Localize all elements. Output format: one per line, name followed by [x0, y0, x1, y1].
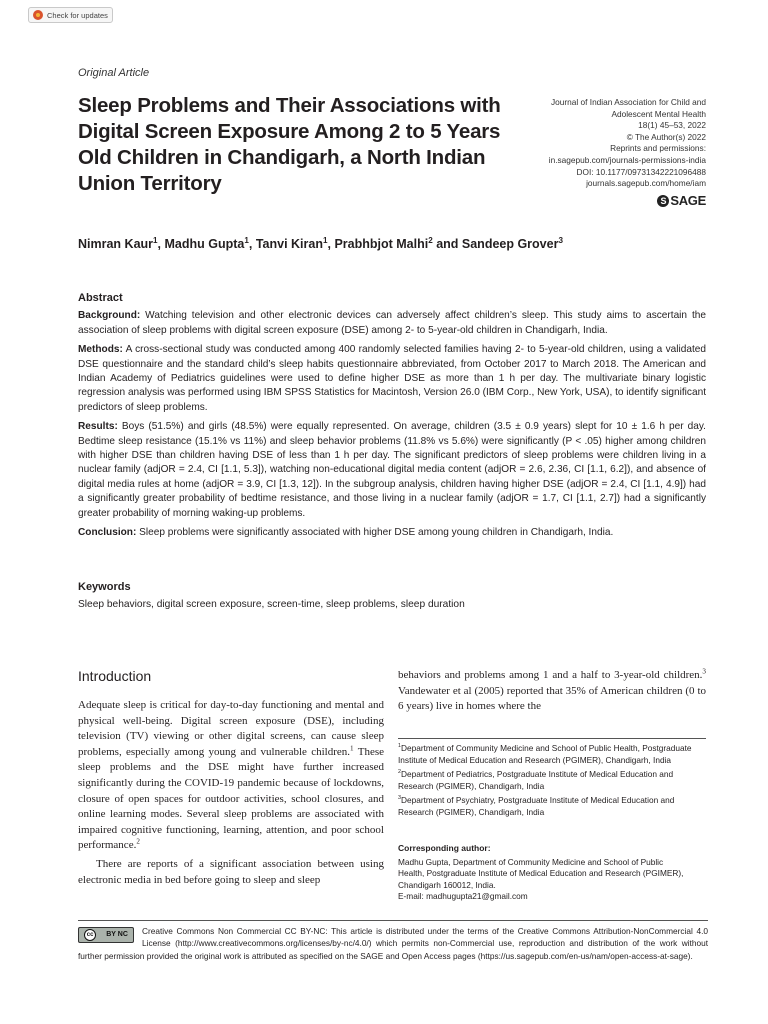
- conclusion-label: Conclusion:: [78, 527, 137, 539]
- author-sup: 2: [428, 235, 433, 245]
- intro-text: behaviors and problems among 1 and a half to 3-year-old children.: [398, 669, 703, 681]
- results-label: Results:: [78, 421, 118, 433]
- check-for-updates-label: Check for updates: [47, 10, 108, 20]
- check-for-updates-button[interactable]: [28, 7, 113, 23]
- affiliation-text: Department of Psychiatry, Postgraduate Institute of Medical Education and Research (PGIMER), Chandigarh, India: [398, 795, 675, 817]
- abstract-results: [78, 420, 706, 521]
- conclusion-text: Sleep problems were significantly associated with higher DSE among young children in Chandigarh, India.: [139, 527, 614, 539]
- footnote-divider: [398, 738, 706, 739]
- introduction-heading: Introduction: [78, 668, 152, 684]
- cc-icon: cc: [84, 929, 96, 941]
- journal-line: in.sagepub.com/journals-permissions-india: [548, 154, 706, 165]
- affiliation-item: [398, 743, 706, 766]
- citation-ref: 1: [350, 744, 354, 753]
- journal-line: Adolescent Mental Health: [611, 108, 706, 119]
- affiliation-text: Department of Pediatrics, Postgraduate Institute of Medical Education and Research (PGIMER), Chandigarh, India: [398, 769, 674, 791]
- article-title: Sleep Problems and Their Associations with Digital Screen Exposure Among 2 to 5 Years Old Children in Chandigarh, a North Indian Union Territory: [78, 94, 501, 195]
- journal-line: Journal of Indian Association for Child and: [551, 97, 706, 107]
- author-sup: 3: [558, 235, 563, 245]
- citation-ref: 3: [702, 667, 706, 676]
- corresponding-heading: Corresponding author:: [398, 843, 491, 853]
- cc-license-badge[interactable]: [78, 927, 134, 943]
- keywords-section: [78, 581, 706, 610]
- author-list: Nimran Kaur$^1$, Madhu Gupta$^1$, Tanvi Kiran$^1$, Prabhbjot Malhi$^2$ and Sandeep Grover$^3$: [78, 235, 563, 251]
- abstract-conclusion: [78, 526, 706, 540]
- corresponding-author: [398, 843, 706, 903]
- cc-badge-text: BY NC: [106, 930, 128, 938]
- abstract-background: [78, 309, 706, 338]
- affiliation-sup: 2: [398, 769, 401, 776]
- journal-line: DOI: 10.1177/09731342221096488: [576, 166, 706, 177]
- abstract-heading: Abstract: [78, 292, 123, 304]
- journal-line: journals.sagepub.com/home/iam: [586, 178, 706, 189]
- methods-label: Methods:: [78, 344, 123, 356]
- keywords-heading: Keywords: [78, 581, 131, 593]
- background-label: Background:: [78, 310, 141, 322]
- publisher-name: SAGE: [670, 193, 706, 208]
- affiliation-sup: 1: [398, 743, 401, 750]
- introduction-left-column: [78, 668, 384, 888]
- author-sup: 1: [322, 235, 328, 245]
- author-name: Tanvi Kiran: [255, 237, 323, 251]
- results-text: Boys (51.5%) and girls (48.5%) were equally represented. On average, children (3.5 ± 0.9 years) slept for 10 ± 1.6 h per day. Bedtime sleep resistance (15.1% vs 11%) and sleep behavior problems (11.8% vs 5.6%) were significantly (P < .05) higher among children with higher DSE than children having DSE of less than 1 h per day. The significant predictors of sleep problems were children living in a nuclear family (adjOR = 2.4, CI [1.1, 5.3]), watching non-educational digital media content (adjOR = 2.6, 2.36, CI [1.1, 6.2]), and absence of digital media rules at home (adjOR = 3.9, CI [1.3, 12]). In the subgroup analysis, children having higher DSE (adjOR = 2.4, CI [1.1, 4.9]) had a significantly greater probability of bedtime resistance, and those living in a nuclear family (adjOR = 1.7, CI [1.1, 2.7]) had a significantly greater probability of morning waking-up problems.: [78, 421, 706, 519]
- affiliation-item: [398, 795, 706, 818]
- abstract-methods: [78, 343, 706, 415]
- abstract-section: [78, 291, 706, 546]
- intro-text: These sleep problems and the DSE might have further increased significantly during the COVID-19 pandemic because of lockdowns, closure of open spaces for outdoor activities, school closures, and online learning modes. Several sleep problems are associated with impaired cognitive functioning, learning, attention, and poor school performance.: [78, 745, 384, 852]
- introduction-continued: [398, 668, 706, 715]
- corresponding-line: Health, Postgraduate Institute of Medical Education and Research (PGIMER),: [398, 868, 684, 879]
- author-name: Madhu Gupta: [164, 237, 245, 251]
- affiliations: [398, 743, 706, 822]
- journal-line: © The Author(s) 2022: [626, 131, 706, 142]
- methods-text: A cross-sectional study was conducted among 400 randomly selected families having 2- to 5-year-old children, using a validated DSE questionnaire and the standard child’s sleep habits questionnaire abbreviated, from October 2017 to March 2018. The American and Indian Academy of Pediatrics guidelines were used to define higher DSE as more than 1 h per day. The multivariate binary logistic regression analysis was performed using IBM SPSS Statistics for Macintosh, Version 26.0 (IBM Corp., New York, USA), to identify significant predictors of sleep problems.: [78, 344, 706, 413]
- affiliation-text: Department of Community Medicine and School of Public Health, Postgraduate Institute of Medical Education and Research (PGIMER), Chandigarh, India: [398, 743, 692, 765]
- publisher-logo: [657, 193, 706, 208]
- intro-paragraph: [78, 698, 384, 854]
- sage-logo-icon: S: [657, 195, 669, 207]
- affiliation-item: [398, 769, 706, 792]
- author-sup: 1: [153, 235, 158, 245]
- journal-info: [506, 97, 706, 190]
- intro-text: Vandewater et al (2005) reported that 35% of American children (0 to 6 years) live in homes where the: [398, 684, 706, 713]
- introduction-right-column: [398, 668, 706, 715]
- corresponding-line: Chandigarh 160012, India.: [398, 879, 496, 890]
- author-name: Sandeep Grover: [461, 237, 559, 251]
- citation-ref: 2: [136, 837, 140, 846]
- introduction-body: [78, 698, 384, 888]
- keywords-text: Sleep behaviors, digital screen exposure, screen-time, sleep problems, sleep duration: [78, 599, 465, 610]
- author-name: Prabhbjot Malhi: [334, 237, 429, 251]
- author-sup: 1: [244, 235, 249, 245]
- journal-line: 18(1) 45–53, 2022: [638, 120, 706, 131]
- background-text: Watching television and other electronic devices can adversely affect children’s sleep. This study aims to ascertain the association of sleep problems with digital screen exposure (DSE) among 2- to 5-year-old children in Chandigarh, India.: [78, 310, 706, 336]
- affiliation-sup: 3: [398, 795, 401, 802]
- license-notice: [78, 925, 708, 962]
- article-type: Original Article: [78, 67, 150, 79]
- intro-paragraph: There are reports of a significant association between using electronic media in bed before going to sleep and sleep: [78, 857, 384, 886]
- license-divider: [78, 920, 708, 921]
- author-name: Nimran Kaur: [78, 237, 154, 251]
- intro-paragraph: [398, 668, 706, 715]
- intro-text: Adequate sleep is critical for day-to-day functioning and mental and physical well-being. Digital screen exposure (DSE), including television (TV) viewing or other digital screens, can cause sleep problems, especially among young and vulnerable children.: [78, 699, 384, 758]
- corresponding-email[interactable]: E-mail: madhugupta21@gmail.com: [398, 891, 528, 902]
- journal-line: Reprints and permissions:: [610, 143, 706, 154]
- license-text: Creative Commons Non Commercial CC BY-NC: This article is distributed under the terms of the Creative Commons Attribution-NonCommercial 4.0 License (http://www.creativecommons.org/licenses/by-nc/4.0/) which permits non-Commercial use, reproduction and distribution of the work without further permission provided the original work is attributed as specified on the SAGE and Open Access pages (https://us.sagepub.com/en-us/nam/open-access-at-sage).: [78, 926, 708, 961]
- check-updates-icon: [33, 10, 43, 20]
- corresponding-line: Madhu Gupta, Department of Community Medicine and School of Public: [398, 856, 664, 867]
